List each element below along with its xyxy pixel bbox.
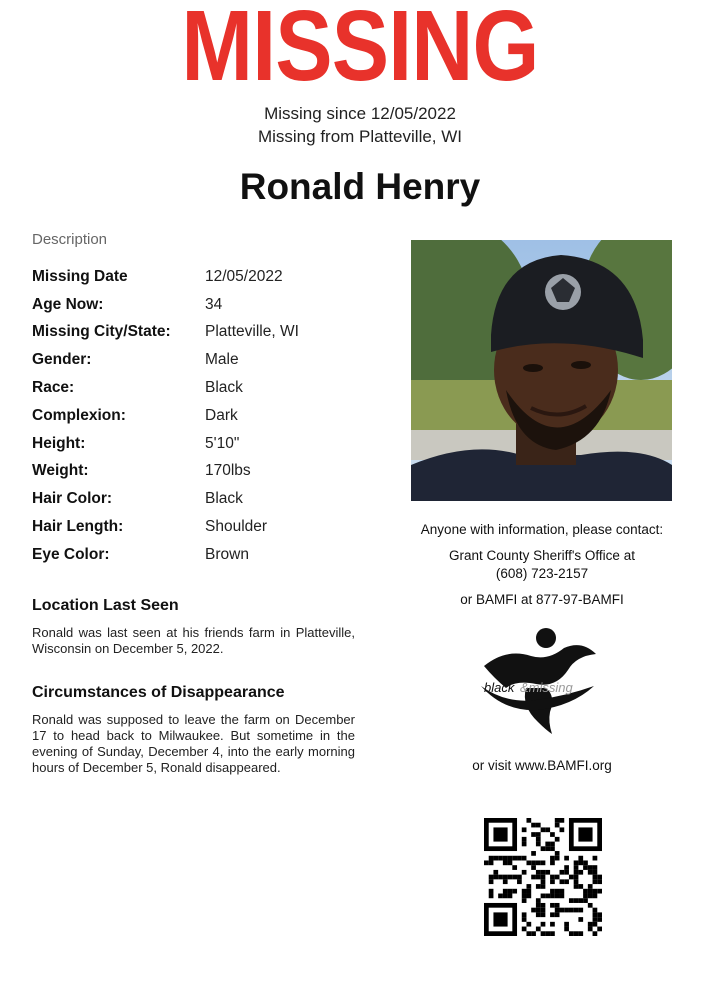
detail-row-gender <box>32 346 382 374</box>
circumstances-title: Circumstances of Disappearance <box>32 684 285 701</box>
detail-row-weight <box>32 458 382 486</box>
qr-code-graphic <box>484 818 602 936</box>
detail-row-hair-length <box>32 513 382 541</box>
detail-row-eye-color <box>32 541 382 569</box>
svg-text:black: black <box>484 680 515 695</box>
black-and-missing-logo <box>476 626 602 736</box>
detail-label: Height: <box>32 434 86 452</box>
detail-label: Missing City/State: <box>32 323 171 341</box>
headline-missing: MISSING <box>181 0 539 102</box>
detail-value: Black <box>205 379 243 397</box>
detail-value: Shoulder <box>205 518 268 536</box>
detail-row-complexion <box>32 402 382 430</box>
location-text: Ronald was last seen at his friends farm in Platteville, Wisconsin on December 5, 2022. <box>32 625 355 656</box>
detail-value: Black <box>205 490 243 508</box>
circumstances-text: Ronald was supposed to leave the farm on December 17 to head back to Milwaukee. But sometime in the evening of Sunday, December 4, into the early morning hours of December 5, Ronald disappeared. <box>32 712 355 775</box>
detail-value: 34 <box>205 295 223 313</box>
details-table <box>32 263 382 569</box>
contact-phone: (608) 723-2157 <box>495 566 589 581</box>
detail-label: Gender: <box>32 351 92 369</box>
detail-value: 12/05/2022 <box>205 267 283 285</box>
detail-row-missing-date <box>32 263 382 291</box>
photo-illustration <box>411 240 672 501</box>
detail-row-race <box>32 374 382 402</box>
contact-bamfi: or BAMFI at 877-97-BAMFI <box>460 592 624 607</box>
detail-value: Male <box>205 351 239 369</box>
detail-value: 5'10" <box>205 434 240 452</box>
detail-row-age <box>32 291 382 319</box>
detail-label: Complexion: <box>32 406 126 424</box>
contact-intro: Anyone with information, please contact: <box>420 522 664 537</box>
detail-label: Race: <box>32 379 75 397</box>
detail-row-hair-color <box>32 485 382 513</box>
person-name: Ronald Henry <box>239 166 481 207</box>
detail-value: Dark <box>205 406 238 424</box>
detail-label: Weight: <box>32 462 89 480</box>
detail-row-height <box>32 430 382 458</box>
qr-code <box>484 818 602 936</box>
detail-row-city-state <box>32 319 382 347</box>
location-title: Location Last Seen <box>32 597 179 614</box>
detail-value: 170lbs <box>205 462 251 480</box>
detail-value: Brown <box>205 545 249 563</box>
visit-website: or visit www.BAMFI.org <box>472 758 612 773</box>
description-heading: Description <box>32 231 108 248</box>
missing-from-text: Missing from Platteville, WI <box>257 127 463 146</box>
detail-label: Hair Color: <box>32 490 113 508</box>
detail-label: Age Now: <box>32 295 104 313</box>
detail-label: Hair Length: <box>32 518 124 536</box>
missing-since-text: Missing since 12/05/2022 <box>264 104 456 123</box>
svg-text:&missing: &missing <box>520 680 573 695</box>
detail-label: Missing Date <box>32 267 128 285</box>
detail-label: Eye Color: <box>32 545 110 563</box>
detail-value: Platteville, WI <box>205 323 299 341</box>
person-photo <box>411 240 672 501</box>
logo-graphic <box>476 626 602 736</box>
contact-sheriff: Grant County Sheriff's Office at <box>449 548 635 563</box>
